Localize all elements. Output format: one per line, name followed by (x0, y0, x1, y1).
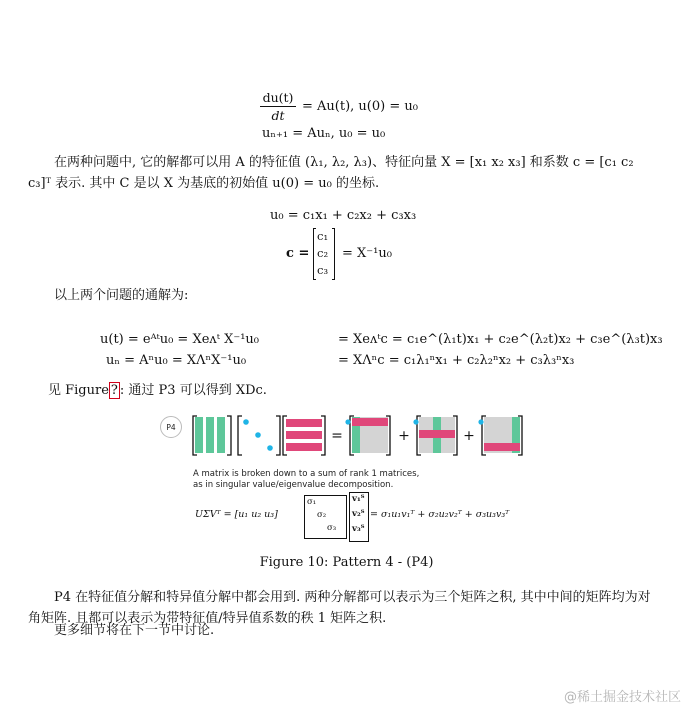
svd-formula-right: = σ₁u₁v₁ᵀ + σ₂u₂v₂ᵀ + σ₃u₃v₃ᵀ (370, 509, 510, 520)
rank1-term-3 (478, 416, 522, 455)
eq1-line1 (258, 90, 458, 124)
figure-p4-diagram (150, 408, 550, 468)
vt-2: v₂ᵀ (352, 509, 365, 519)
paragraph-1: 在两种问题中, 它的解都可以用 A 的特征值 (λ₁, λ₂, λ₃)、特征向量 X = [x₁ x₂ x₃] 和系数 c = [c₁ c₂ c₃]ᵀ 表示. 其中 C 是以 X 为基底的初始值 u(0) = u₀ 的坐标. (28, 155, 634, 191)
eq2-vec-c1: c₁ (317, 229, 329, 243)
vt-1: v₁ᵀ (352, 494, 365, 504)
eq1-line1-rest: = Au(t), u(0) = u₀ (302, 99, 418, 114)
rank1-term-1 (345, 416, 390, 455)
matrix-vt (283, 416, 325, 455)
eq1-frac-den: dt (271, 108, 285, 123)
sigma-2: σ₂ (317, 510, 327, 520)
ref-suffix: : 通过 P3 可以得到 XDc. (119, 383, 267, 398)
rank1-term-2 (413, 416, 457, 455)
figure-reference-line (48, 380, 267, 401)
eq1-frac-num: du(t) (262, 90, 294, 105)
figure-caption-line-1: A matrix is broken down to a sum of rank 1 matrices, (193, 469, 420, 479)
figure-p4 (150, 408, 550, 548)
figure-caption-line-2: as in singular value/eigenvalue decomposition. (193, 480, 394, 490)
eq3-row1-right: = Xeᴧᵗc = c₁e^(λ₁t)x₁ + c₂e^(λ₂t)x₂ + c₃e^(λ₃t)x₃ (338, 332, 663, 347)
figure-ref-link[interactable]: ? (110, 383, 118, 398)
eq2-vec-c3: c₃ (317, 263, 329, 277)
matrix-sigma (238, 416, 280, 455)
eq3-row2-left: uₙ = Aⁿu₀ = XΛⁿX⁻¹u₀ (106, 353, 247, 368)
plus-sign-2: + (463, 428, 475, 444)
eq2-vec-c2: c₂ (317, 246, 329, 260)
figure-10-caption: Figure 10: Pattern 4 - (P4) (259, 555, 434, 570)
paragraph-4: 更多细节将在下一节中讨论. (54, 623, 215, 638)
vt-3: v₃ᵀ (352, 524, 365, 534)
vt-matrix (349, 492, 369, 542)
eq3-row2-right: = XΛⁿc = c₁λ₁ⁿx₁ + c₂λ₂ⁿx₂ + c₃λ₃ⁿx₃ (338, 353, 575, 368)
eq2-coeff-vector (313, 228, 335, 280)
sigma-3: σ₃ (327, 523, 337, 533)
eq1-line2: uₙ₊₁ = Auₙ, u₀ = u₀ (262, 126, 386, 141)
plus-sign-1: + (398, 428, 410, 444)
paragraph-3: P4 在特征值分解和特异值分解中都会用到. 两种分解都可以表示为三个矩阵之积, 其中中间的矩阵均为对角矩阵. 且都可以表示为带特征值/特异值系数的秩 1 矩阵之积. (28, 590, 651, 626)
p4-badge-label: P4 (166, 423, 176, 432)
ref-prefix: 见 Figure (48, 383, 109, 398)
eq3-row1-left: u(t) = eᴬᵗu₀ = Xeᴧᵗ X⁻¹u₀ (100, 332, 259, 347)
eq2-line1: u₀ = c₁x₁ + c₂x₂ + c₃x₃ (270, 208, 417, 223)
equals-sign: = (331, 428, 343, 444)
eq2-lhs: c = (286, 246, 310, 261)
sigma-1: σ₁ (307, 497, 317, 507)
matrix-u (193, 416, 231, 455)
eq2-rhs: = X⁻¹u₀ (342, 246, 392, 261)
paragraph-2: 以上两个问题的通解为: (54, 288, 189, 303)
svd-formula-left: UΣVᵀ = [u₁ u₂ u₃] (195, 509, 278, 520)
sigma-matrix (304, 495, 345, 539)
watermark: @稀土掘金技术社区 (563, 690, 681, 705)
